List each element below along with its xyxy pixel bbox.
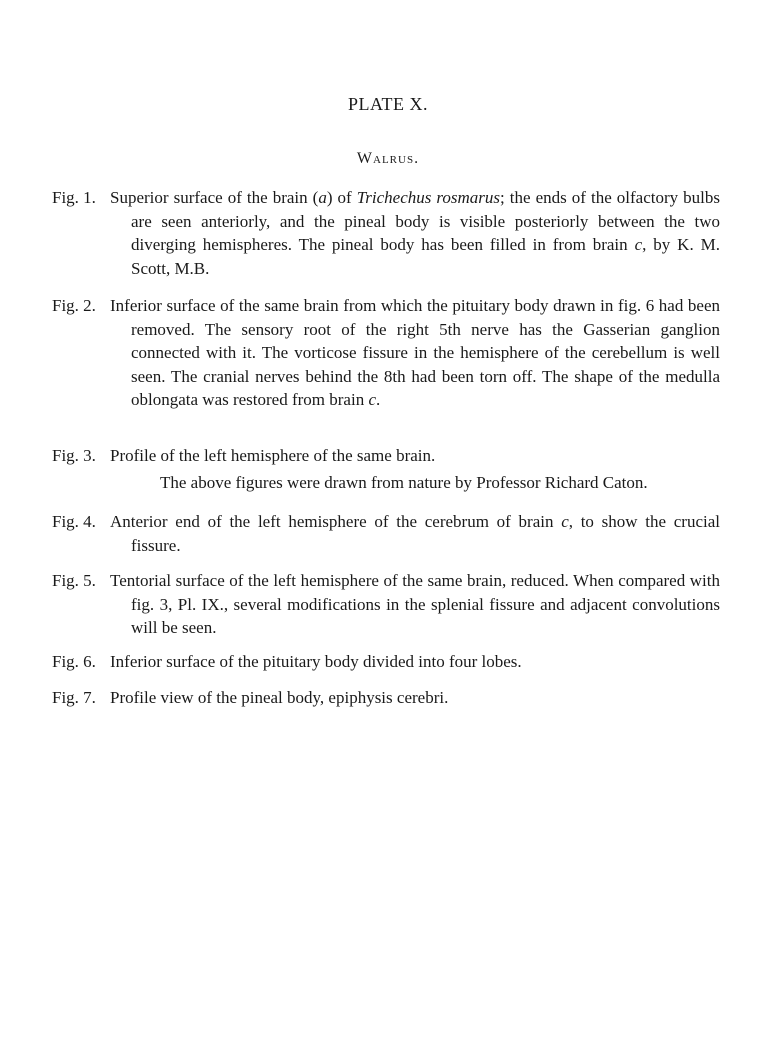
figure-entry-2 xyxy=(52,294,720,412)
subject-heading: Walrus. xyxy=(356,150,420,167)
figure-entry-3 xyxy=(52,444,720,468)
figure-entry-1 xyxy=(52,186,720,280)
figure-entry-7 xyxy=(52,686,720,710)
figure-caption: Inferior surface of the pituitary body divided into four lobes. xyxy=(110,652,522,671)
figure-label: Fig. 1. xyxy=(52,188,96,207)
figure-caption: Profile of the left hemisphere of the same brain. xyxy=(110,446,436,465)
figure-label: Fig. 5. xyxy=(52,571,96,590)
figure-caption: Superior surface of the brain (a) of Trichechus rosmarus; the ends of the olfactory bulbs are seen anteriorly, and the pineal body is visible posteriorly between the two diverging hemispheres. The pineal body has been filled in from brain c, by K. M. Scott, M.B. xyxy=(110,188,721,278)
plate-title: PLATE X. xyxy=(348,94,428,114)
figure-caption: Inferior surface of the same brain from which the pituitary body drawn in fig. 6 had been removed. The sensory root of the right 5th nerve has the Gasserian ganglion connected with it. The vorticose fissure in the hemisphere of the cerebellum is well seen. The cranial nerves behind the 8th had been torn off. The shape of the medulla oblongata was restored from brain c. xyxy=(110,296,720,409)
figure-entry-4 xyxy=(52,510,720,557)
figure-caption: Tentorial surface of the left hemisphere of the same brain, reduced. When compared with fig. 3, Pl. IX., several modifications in the splenial fissure and adjacent convolutions will be seen. xyxy=(110,571,720,637)
figure-label: Fig. 2. xyxy=(52,296,96,315)
attribution-note: The above figures were drawn from nature by Professor Richard Caton. xyxy=(160,473,648,492)
figure-caption: Anterior end of the left hemisphere of the cerebrum of brain c, to show the crucial fissure. xyxy=(110,512,720,555)
figure-label: Fig. 3. xyxy=(52,446,96,465)
figure-label: Fig. 6. xyxy=(52,652,96,671)
figure-label: Fig. 4. xyxy=(52,512,96,531)
figure-entry-6 xyxy=(52,650,720,674)
figure-entry-5 xyxy=(52,569,720,640)
figure-caption: Profile view of the pineal body, epiphysis cerebri. xyxy=(110,688,449,707)
figure-label: Fig. 7. xyxy=(52,688,96,707)
